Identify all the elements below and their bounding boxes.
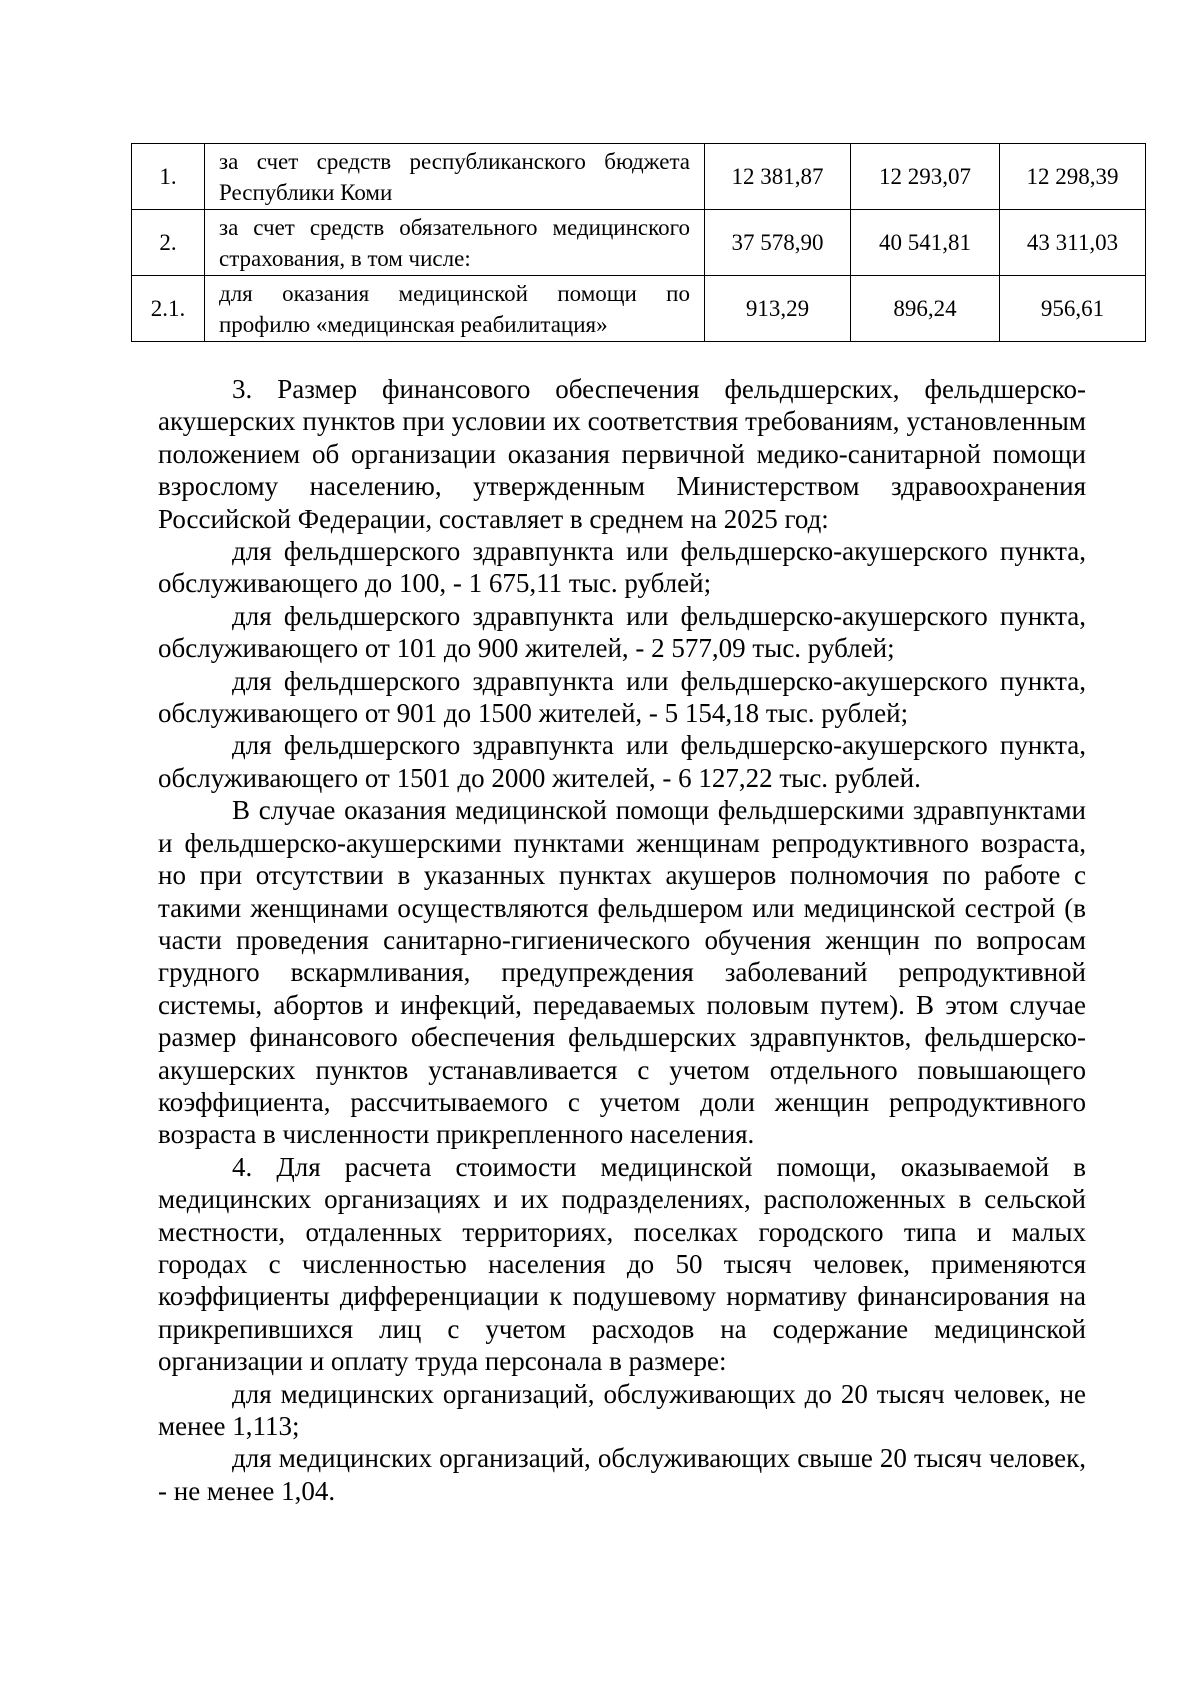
row-description: за счет средств обязательного медицинского страхования, в том числе: xyxy=(205,210,705,276)
row-number: 1. xyxy=(132,144,205,210)
table-row xyxy=(132,276,1146,342)
row-value-2: 40 541,81 xyxy=(851,210,1000,276)
row-value-1: 37 578,90 xyxy=(705,210,851,276)
paragraph-reproductive: В случае оказания медицинской помощи фельдшерскими здравпунктами и фельдшерско-акушерскими пунктами женщинам репродуктивного возраста, но при отсутствии в указанных пунктах акушеров полномочия по работе с такими женщинами осуществляются фельдшером или медицинской сестрой (в части проведения санитарно-гигиенического обучения женщин по вопросам грудного вскармливания, предупреждения заболеваний репродуктивной системы, абортов и инфекций, передаваемых половым путем). В этом случае размер финансового обеспечения фельдшерских здравпунктов, фельдшерско-акушерских пунктов устанавливается с учетом отдельного повышающего коэффициента, рассчитываемого с учетом доли женщин репродуктивного возраста в численности прикрепленного населения. xyxy=(158,795,1086,1150)
paragraph-fap-100: для фельдшерского здравпункта или фельдшерско-акушерского пункта, обслуживающего до 100, - 1 675,11 тыс. рублей; xyxy=(158,536,1086,599)
row-description: для оказания медицинской помощи по профилю «медицинская реабилитация» xyxy=(205,276,705,342)
paragraph-section-4: 4. Для расчета стоимости медицинской помощи, оказываемой в медицинских организациях и их подразделениях, расположенных в сельской местности, отдаленных территориях, поселках городского типа и малых городах с численностью населения до 50 тысяч человек, применяются коэффициенты дифференциации к подушевому нормативу финансирования на прикрепившихся лиц с учетом расходов на содержание медицинской организации и оплату труда персонала в размере: xyxy=(158,1151,1086,1377)
row-value-2: 12 293,07 xyxy=(851,144,1000,210)
row-description: за счет средств республиканского бюджета Республики Коми xyxy=(205,144,705,210)
financing-table xyxy=(131,143,1146,342)
row-value-3: 12 298,39 xyxy=(1000,144,1146,210)
paragraph-coef-up-to-20k: для медицинских организаций, обслуживающих до 20 тысяч человек, не менее 1,113; xyxy=(158,1378,1086,1441)
table-row xyxy=(132,210,1146,276)
row-value-1: 913,29 xyxy=(705,276,851,342)
body-text xyxy=(158,373,1086,1507)
paragraph-coef-over-20k: для медицинских организаций, обслуживающих свыше 20 тысяч человек, - не менее 1,04. xyxy=(158,1443,1086,1506)
row-number: 2. xyxy=(132,210,205,276)
row-value-3: 43 311,03 xyxy=(1000,210,1146,276)
paragraph-section-3: 3. Размер финансового обеспечения фельдшерских, фельдшерско-акушерских пунктов при условии их соответствия требованиям, установленным положением об организации оказания первичной медико-санитарной помощи взрослому населению, утвержденным Министерством здравоохранения Российской Федерации, составляет в среднем на 2025 год: xyxy=(158,374,1086,534)
table-row xyxy=(132,144,1146,210)
row-number: 2.1. xyxy=(132,276,205,342)
paragraph-fap-1501-2000: для фельдшерского здравпункта или фельдшерско-акушерского пункта, обслуживающего от 1501 до 2000 жителей, - 6 127,22 тыс. рублей. xyxy=(158,730,1086,793)
row-value-2: 896,24 xyxy=(851,276,1000,342)
paragraph-fap-101-900: для фельдшерского здравпункта или фельдшерско-акушерского пункта, обслуживающего от 101 до 900 жителей, - 2 577,09 тыс. рублей; xyxy=(158,600,1086,664)
row-value-3: 956,61 xyxy=(1000,276,1146,342)
paragraph-fap-901-1500: для фельдшерского здравпункта или фельдшерско-акушерского пункта, обслуживающего от 901 до 1500 жителей, - 5 154,18 тыс. рублей; xyxy=(158,665,1086,729)
row-value-1: 12 381,87 xyxy=(705,144,851,210)
